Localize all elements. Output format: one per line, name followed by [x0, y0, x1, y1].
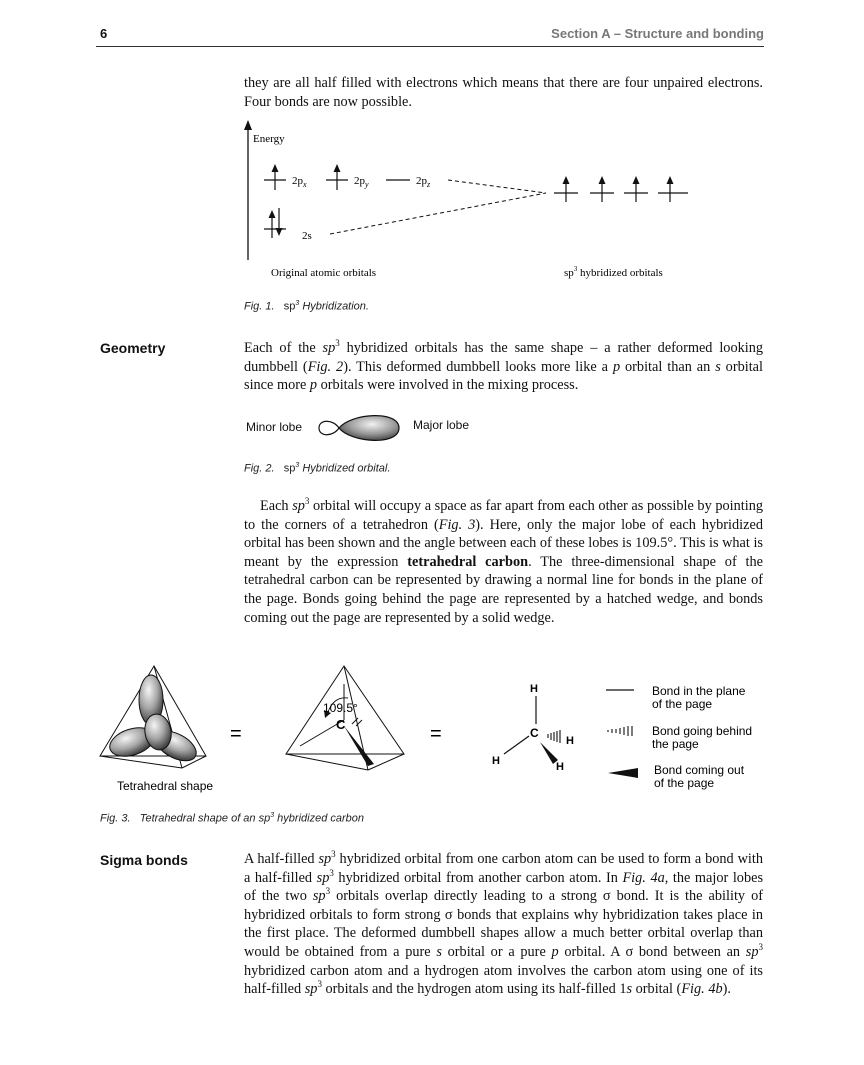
energy-axis-arrowhead — [244, 120, 252, 130]
running-title: Section A – Structure and bonding — [551, 26, 764, 41]
legend-hatched-wedge — [608, 726, 632, 736]
carbon-label-2: C — [336, 717, 346, 732]
geometry-paragraph: Each of the $sp^3$ hybridized orbitals has the same shape – a rather deformed looking dumbbell (Fig. 2). This deformed dumbbell looks more like a p orbital than an s orbital since more p orbitals were involved in the mixing process. — [244, 338, 764, 394]
fig2-orbital — [315, 410, 405, 446]
equals-1: = — [230, 723, 242, 745]
label-2px: 2p — [292, 175, 303, 187]
bond-legend — [606, 684, 752, 790]
major-lobe — [339, 416, 399, 441]
label-2py: 2p — [354, 175, 365, 187]
page-number: 6 — [100, 26, 108, 41]
tetrahedral-paragraph: Each $sp^3$ orbital will occupy a space as far apart from each other as possible by pointing to the corners of a tetrahedron (Fig. 3). Here, only the major lobe of each hybridized orbital has been shown and the angle between each of these lobes is 109.5°. This is what is meant by the expression tetrahedral carbon. The three-dimensional shape of the tetrahedral carbon can be represented by drawing a normal line for bonds in the plane of the page. Bonds going behind the page are represented by a hatched wedge, and bonds coming out the page are represented by a solid wedge. — [244, 496, 764, 626]
svg-text:2px — [292, 175, 307, 189]
legend-plane-1: Bond in the plane — [652, 684, 746, 698]
dash-lower — [330, 193, 546, 234]
fig1-left-caption: Original atomic orbitals — [271, 267, 377, 279]
tetrahedral-shape-label: Tetrahedral shape — [117, 779, 214, 793]
minor-lobe — [319, 421, 339, 435]
sigma-heading: Sigma bonds — [100, 852, 188, 868]
svg-text:2pz — [416, 175, 431, 189]
orbital-2s — [264, 208, 312, 242]
legend-behind-1: Bond going behind — [652, 724, 753, 738]
h-bottom: H — [556, 761, 564, 773]
header-rule — [96, 46, 764, 47]
intro-paragraph: they are all half filled with electrons which means that there are four unpaired electrons. Four bonds are now possible. — [244, 75, 763, 110]
fig1-right-caption: $sp^3$ hybridized orbitals — [564, 265, 663, 279]
orbital-2py — [326, 164, 369, 190]
carbon-label-3: C — [530, 726, 539, 740]
angle-label: 109.5° — [323, 701, 358, 715]
fig2-caption: Fig. 2. $sp^3$ Hybridized orbital. — [244, 462, 391, 475]
equals-2: = — [430, 723, 442, 745]
fig1-caption: Fig. 1. $sp^3$ Hybridization. — [244, 300, 369, 313]
svg-text:2py — [354, 175, 369, 189]
h-right: H — [566, 735, 574, 747]
fig1-energy-diagram — [240, 118, 720, 290]
minor-lobe-label: Minor lobe — [246, 420, 303, 434]
methane-structure — [492, 683, 574, 773]
legend-out-2: of the page — [654, 776, 715, 790]
dash-upper — [448, 180, 546, 193]
legend-solid-wedge — [608, 768, 638, 778]
sub-x: x — [303, 180, 307, 189]
label-2pz: 2p — [416, 175, 427, 187]
sp3-orbitals — [554, 176, 688, 202]
label-2s: 2s — [302, 230, 312, 242]
legend-plane-2: of the page — [652, 697, 713, 711]
legend-out-1: Bond coming out — [654, 763, 745, 777]
energy-label: Energy — [253, 133, 285, 145]
tetrahedron-angle — [286, 666, 404, 770]
geometry-heading: Geometry — [100, 340, 166, 356]
fig3-tetrahedral — [96, 660, 764, 810]
h-left: H — [492, 755, 500, 767]
h-top: H — [530, 683, 538, 695]
orbital-2pz — [386, 175, 431, 189]
sub-z: z — [427, 180, 431, 189]
legend-behind-2: the page — [652, 737, 699, 751]
orbital-2px — [264, 164, 307, 190]
sub-y: y — [365, 180, 369, 189]
tetrahedron-lobes — [100, 666, 206, 768]
fig3-caption: Fig. 3. Tetrahedral shape of an $sp^3$ hybridized carbon — [100, 812, 365, 825]
sigma-paragraph: A half-filled $sp^3$ hybridized orbital from one carbon atom can be used to form a bond with a half-filled $sp^3$ hybridized orbital from another carbon atom. In Fig. 4a, the major lobes of the two $sp^3$ orbitals overlap directly leading to a strong σ bond. It is the ability of hybridized orbitals to form strong σ bonds that explains why hybridization takes place in the first place. The deformed dumbbell shapes allow a much better orbital overlap than would be obtained from a pure s orbital or a pure p orbital. A σ bond between an $sp^3$ hybridized carbon atom and a hydrogen atom involves the carbon atom using one of its half-filled $sp^3$ orbitals and the hydrogen atom using its half-filled 1s orbital (Fig. 4b). — [244, 849, 764, 998]
major-lobe-label: Major lobe — [413, 418, 470, 432]
